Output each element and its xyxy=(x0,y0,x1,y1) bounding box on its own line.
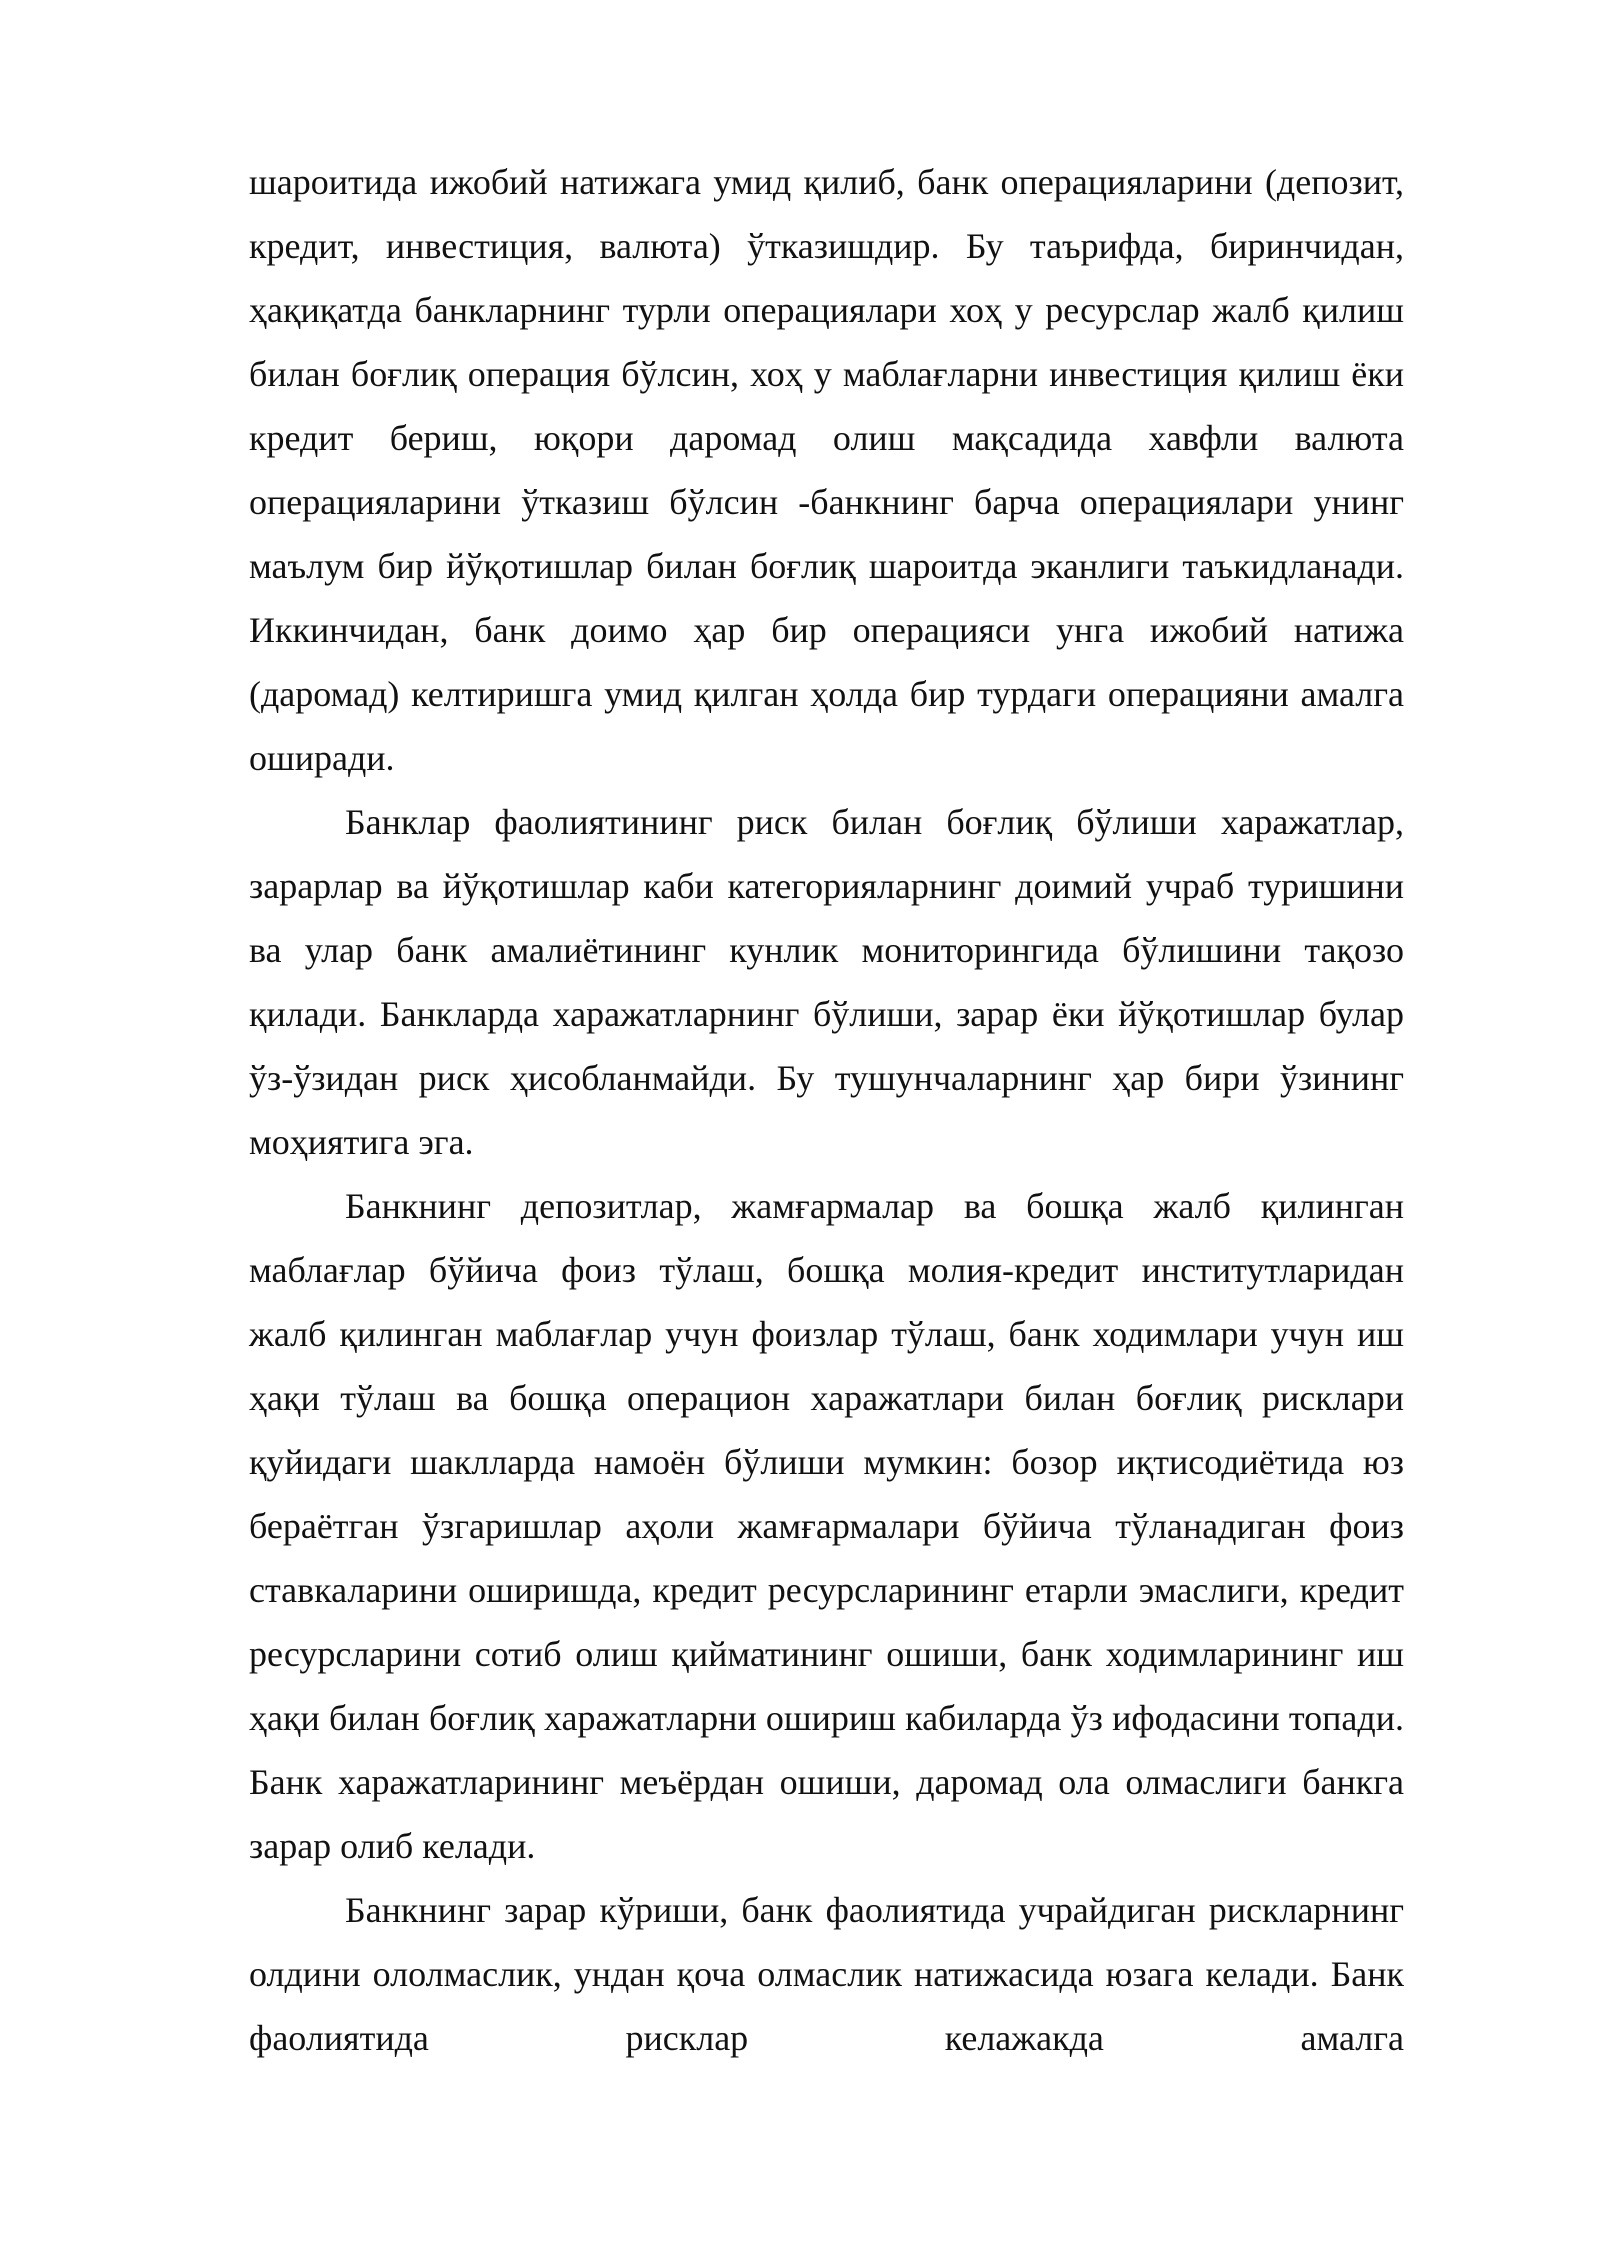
body-text xyxy=(249,150,1404,2070)
paragraph: Банкнинг зарар кўриши, банк фаолиятида учрайдиган рискларнинг олдини ололмаслик, ундан қоча олмаслик натижасида юзага келади. Банк фаолиятида рисклар келажакда амалга xyxy=(249,1890,1404,2058)
paragraph: Банкнинг депозитлар, жамғармалар ва бошқа жалб қилинган маблағлар бўйича фоиз тўлаш, бошқа молия-кредит институтларидан жалб қилинган маблағлар учун фоизлар тўлаш, банк ходимлари учун иш ҳақи тўлаш ва бошқа операцион харажатлари билан боғлиқ рисклари қуйидаги шаклларда намоён бўлиши мумкин: бозор иқтисодиётида юз бераётган ўзгаришлар аҳоли жамғармалари бўйича тўланадиган фоиз ставкаларини оширишда, кредит ресурсларининг етарли эмаслиги, кредит ресурсларини сотиб олиш қийматининг ошиши, банк ходимларининг иш ҳақи билан боғлиқ харажатларни ошириш кабиларда ўз ифодасини топади. Банк харажатларининг меъёрдан ошиши, даромад ола олмаслиги банкга зарар олиб келади. xyxy=(249,1186,1404,1866)
paragraph: шароитида ижобий натижага умид қилиб, банк операцияларини (депозит, кредит, инвестиция, валюта) ўтказишдир. Бу таърифда, биринчидан, ҳақиқатда банкларнинг турли операциялари хоҳ у ресурслар жалб қилиш билан боғлиқ операция бўлсин, хоҳ у маблағларни инвестиция қилиш ёки кредит бериш, юқори даромад олиш мақсадида хавфли валюта операцияларини ўтказиш бўлсин -банкнинг барча операциялари унинг маълум бир йўқотишлар билан боғлиқ шароитда эканлиги таъкидланади. Иккинчидан, банк доимо ҳар бир операцияси унга ижобий натижа (даромад) келтиришга умид қилган ҳолда бир турдаги операцияни амалга оширади. xyxy=(249,162,1404,778)
paragraph: Банклар фаолиятининг риск билан боғлиқ бўлиши харажатлар, зарарлар ва йўқотишлар каби категорияларнинг доимий учраб туришини ва улар банк амалиётининг кунлик мониторингида бўлишини тақозо қилади. Банкларда харажатларнинг бўлиши, зарар ёки йўқотишлар булар ўз-ўзидан риск ҳисобланмайди. Бу тушунчаларнинг ҳар бири ўзининг моҳиятига эга. xyxy=(249,802,1404,1162)
